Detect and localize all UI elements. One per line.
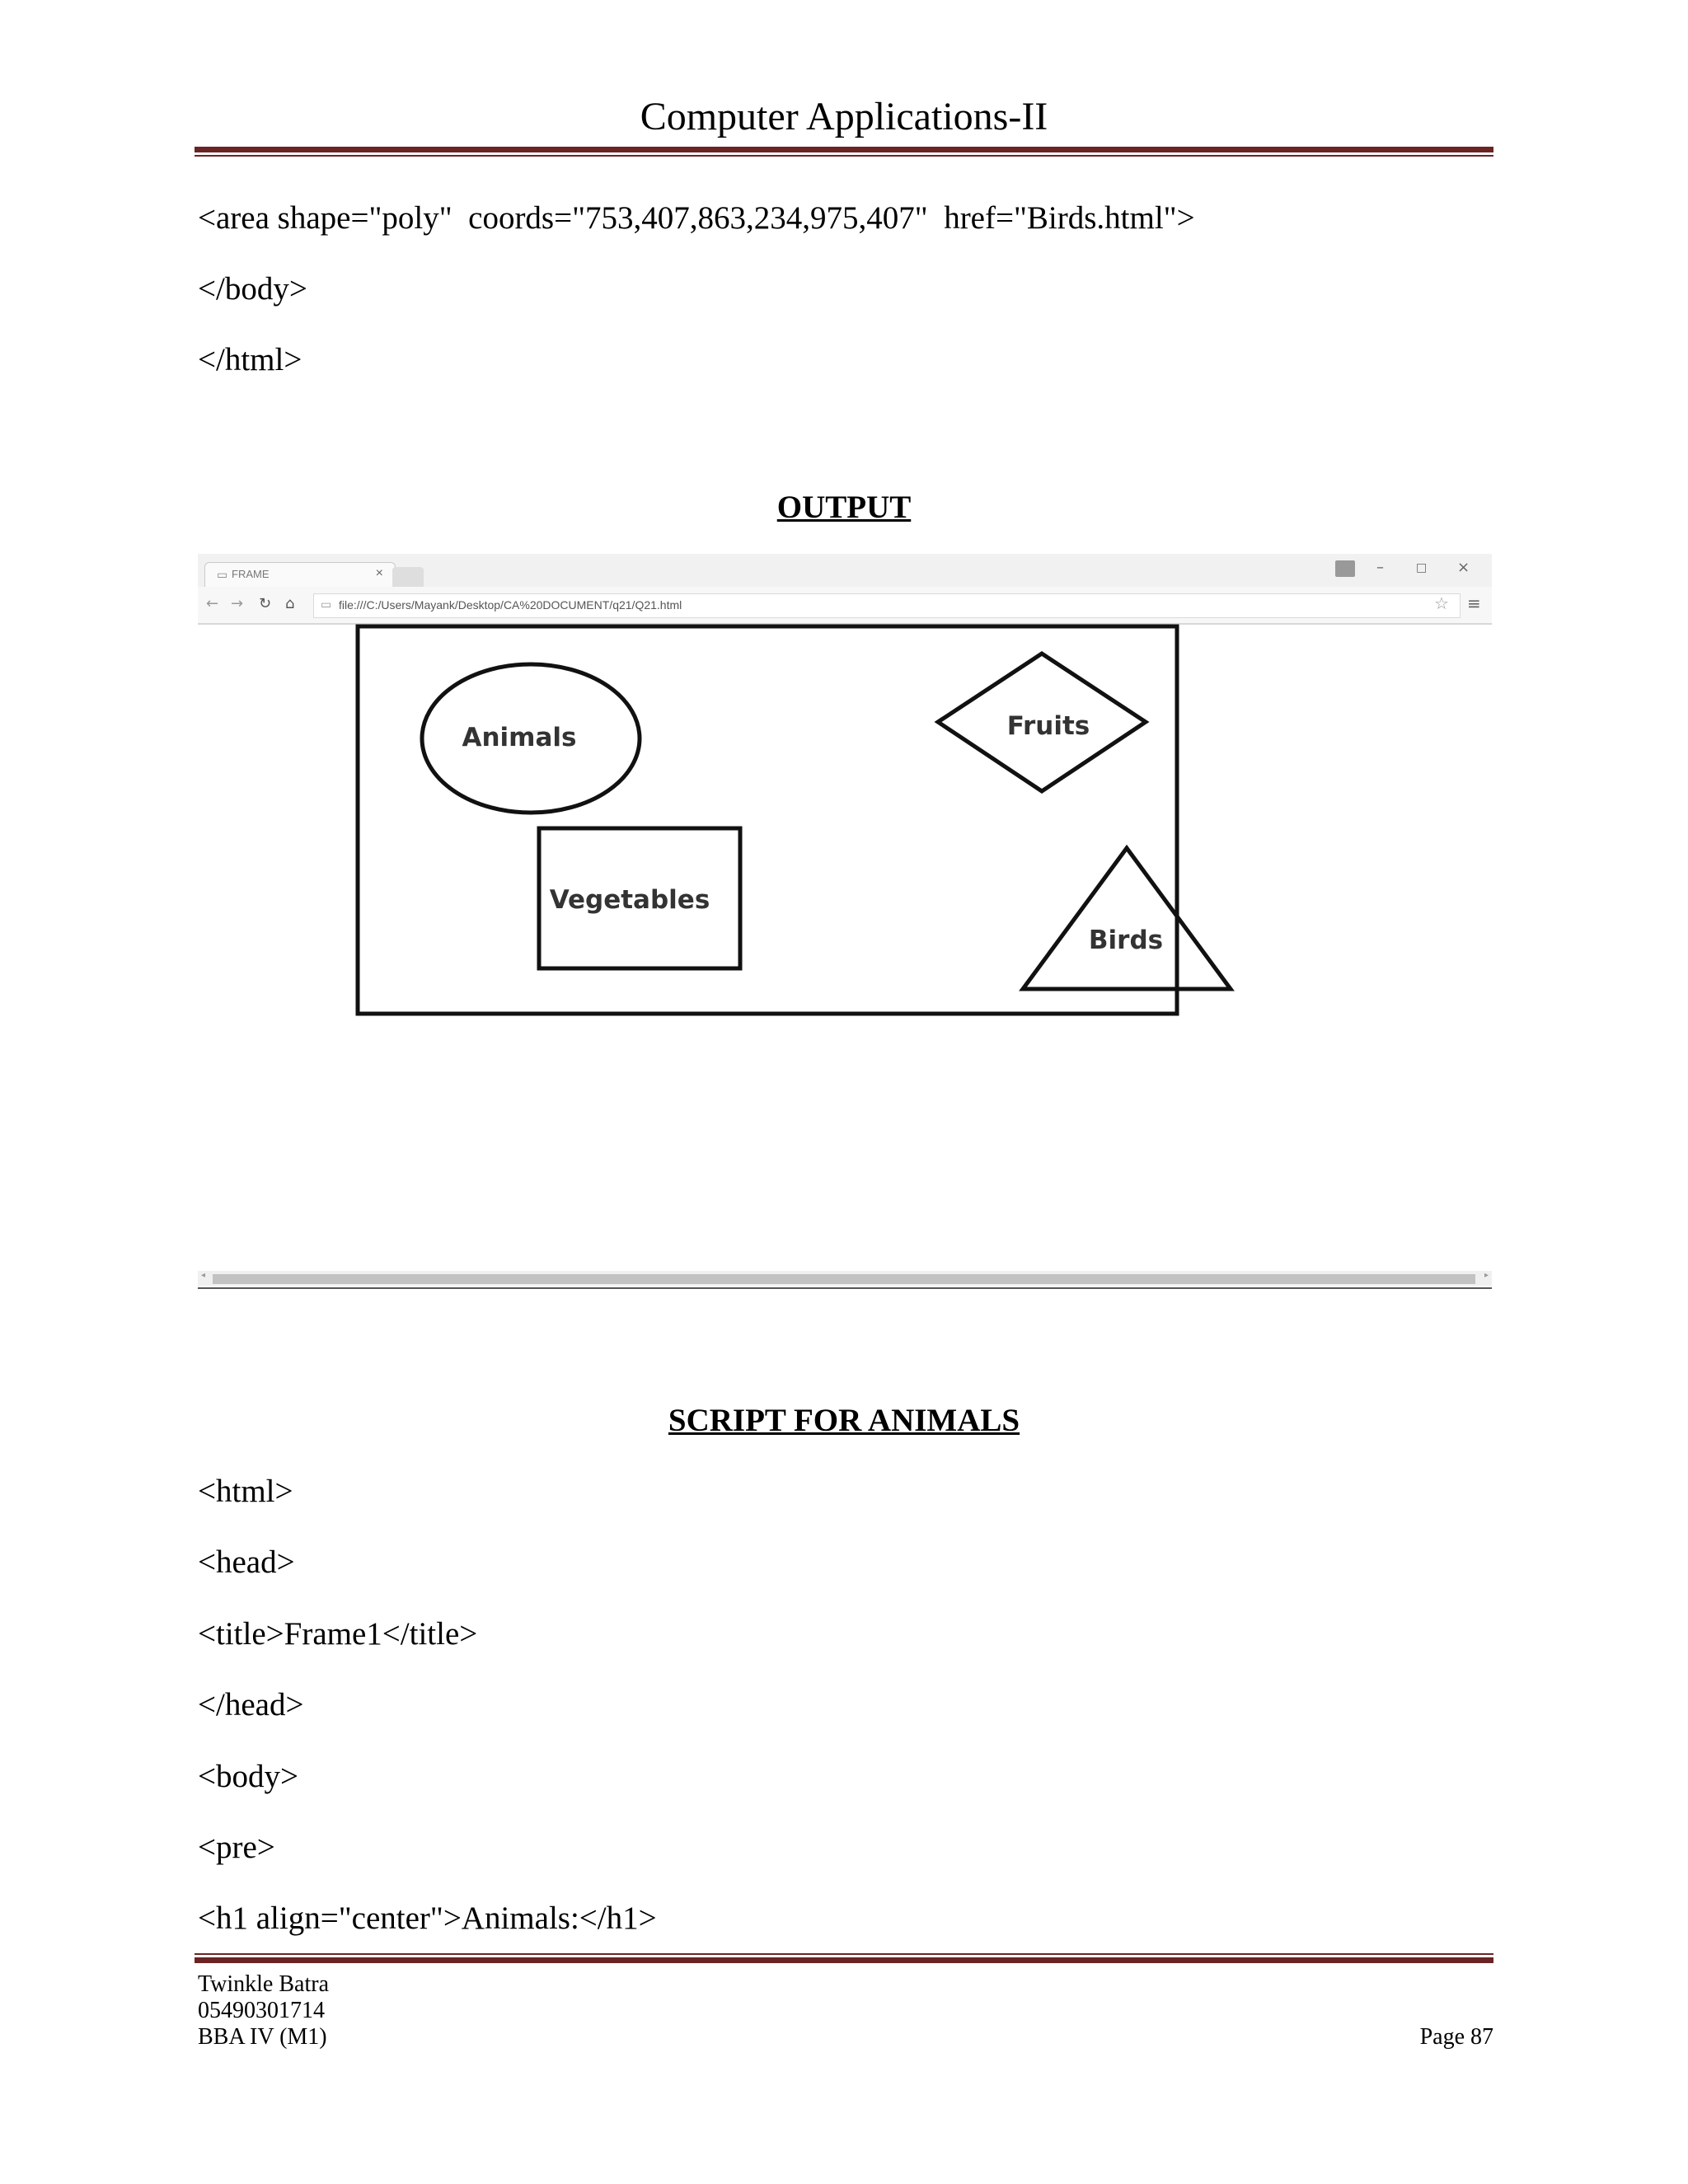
fruits-label: Fruits — [1006, 711, 1090, 741]
code-line: </body> — [198, 271, 307, 307]
browser-tab-bar — [198, 554, 1492, 587]
close-window-icon[interactable]: × — [1457, 559, 1470, 576]
browser-bottom-border — [198, 1287, 1492, 1289]
code-line: <html> — [198, 1474, 293, 1509]
home-icon[interactable]: ⌂ — [285, 595, 295, 612]
code-line: <area shape="poly" coords="753,407,863,234,975,407" href="Birds.html"> — [198, 200, 1195, 236]
footer-rule-thin — [195, 1953, 1493, 1955]
code-line: <head> — [198, 1544, 295, 1580]
forward-icon[interactable]: → — [231, 595, 244, 612]
script-heading: SCRIPT FOR ANIMALS — [668, 1403, 1020, 1438]
birds-label: Birds — [1088, 926, 1164, 955]
code-line: <title>Frame1</title> — [198, 1616, 478, 1652]
vegetables-label: Vegetables — [549, 885, 710, 915]
scroll-left-icon[interactable]: ◂ — [201, 1271, 206, 1280]
header-rule-thick — [195, 147, 1493, 152]
address-bar-row — [198, 587, 1492, 625]
page-header-title: Computer Applications-II — [640, 95, 1048, 138]
image-map-diagram — [198, 623, 1492, 1271]
footer-id: 05490301714 — [198, 1998, 325, 2023]
horizontal-scrollbar[interactable] — [198, 1271, 1492, 1286]
scroll-right-icon[interactable]: ▸ — [1484, 1271, 1489, 1280]
restore-icon[interactable]: □ — [1416, 561, 1428, 574]
footer-course: BBA IV (M1) — [198, 2024, 327, 2050]
minimize-icon[interactable]: – — [1376, 559, 1384, 576]
back-icon[interactable]: ← — [206, 595, 219, 612]
code-line: <h1 align="center">Animals:</h1> — [198, 1900, 657, 1936]
browser-screenshot — [198, 554, 1492, 1294]
code-line: <body> — [198, 1759, 298, 1794]
output-heading: OUTPUT — [776, 490, 912, 525]
footer-name: Twinkle Batra — [198, 1971, 329, 1997]
reload-icon[interactable]: ↻ — [259, 595, 272, 612]
url-input[interactable] — [313, 593, 1461, 618]
browser-tab[interactable] — [204, 562, 396, 588]
close-tab-icon[interactable]: × — [375, 566, 383, 580]
scrollbar-thumb[interactable] — [213, 1274, 1475, 1284]
doc-icon: ▭ — [217, 568, 228, 581]
footer-rule-thick — [195, 1957, 1493, 1963]
code-line: <pre> — [198, 1830, 275, 1865]
animals-label: Animals — [462, 723, 577, 752]
code-line: </head> — [198, 1687, 304, 1722]
new-tab-button[interactable] — [392, 567, 424, 587]
doc-icon: ▭ — [321, 598, 332, 611]
user-icon[interactable] — [1335, 560, 1355, 577]
code-line: </html> — [198, 342, 302, 377]
header-rule-thin — [195, 155, 1493, 157]
star-icon[interactable]: ☆ — [1434, 593, 1449, 613]
diagram-border — [358, 626, 1177, 1014]
page-number: Page 87 — [1419, 2024, 1493, 2050]
browser-tab-title: FRAME — [232, 568, 270, 580]
birds-triangle[interactable] — [1023, 848, 1231, 989]
menu-icon[interactable]: ≡ — [1467, 593, 1481, 613]
url-text: file:///C:/Users/Mayank/Desktop/CA%20DOCUMENT/q21/Q21.html — [339, 598, 682, 612]
